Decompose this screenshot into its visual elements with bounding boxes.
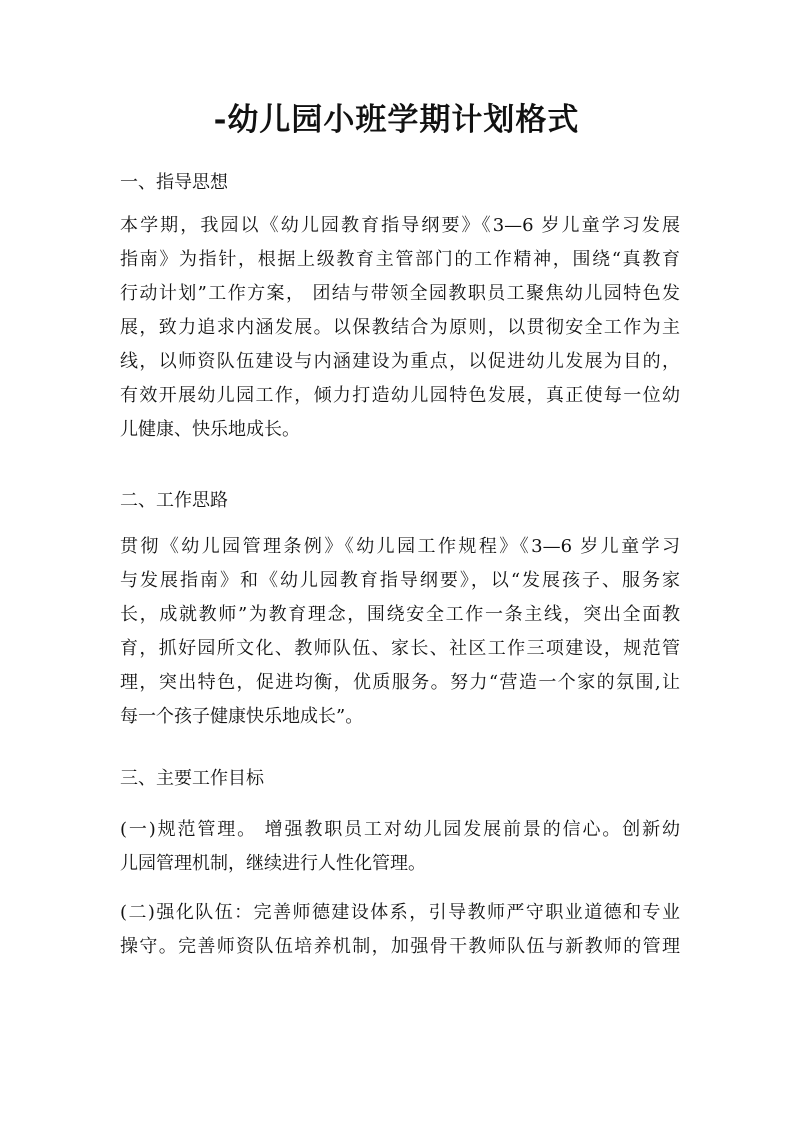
text-line: 贯彻《幼儿园管理条例》《幼儿园工作规程》《3—6 岁儿童学习 xyxy=(120,536,680,557)
text-line: 与发展指南》和《幼儿园教育指导纲要》，以“发展孩子、服务家 xyxy=(120,570,680,591)
text-line: 长，成就教师”为教育理念，围绕安全工作一条主线，突出全面教 xyxy=(120,604,680,625)
text-line: 本学期，我园以《幼儿园教育指导纲要》《3—6 岁儿童学习发展 xyxy=(120,215,680,236)
text-line: 线，以师资队伍建设与内涵建设为重点，以促进幼儿发展为目的， xyxy=(120,351,680,372)
text-line: (二)强化队伍：完善师德建设体系，引导教师严守职业道德和专业 xyxy=(120,902,680,923)
paragraph-standardized-management xyxy=(120,813,680,881)
text-line: 儿园管理机制，继续进行人性化管理。 xyxy=(120,853,426,874)
text-line: 指南》为指针，根据上级教育主管部门的工作精神，围绕“真教育 xyxy=(120,249,680,270)
document-title: -幼儿园小班学期计划格式 xyxy=(213,102,580,138)
paragraph-guiding-ideology xyxy=(120,209,680,447)
section-heading-guiding-ideology: 一、指导思想 xyxy=(120,172,228,193)
text-line: 操守。完善师资队伍培养机制，加强骨干教师队伍与新教师的管理 xyxy=(120,936,680,957)
section-heading-main-goals: 三、主要工作目标 xyxy=(120,768,264,789)
text-line: 儿健康、快乐地成长。 xyxy=(120,419,300,440)
text-line: 育，抓好园所文化、教师队伍、家长、社区工作三项建设，规范管 xyxy=(120,638,680,659)
paragraph-work-approach xyxy=(120,530,680,734)
text-line: 每一个孩子健康快乐地成长”。 xyxy=(120,706,364,727)
text-line: 理，突出特色，促进均衡，优质服务。努力“营造一个家的氛围,让 xyxy=(120,672,680,693)
text-line: 有效开展幼儿园工作，倾力打造幼儿园特色发展，真正使每一位幼 xyxy=(120,385,680,406)
paragraph-strengthen-team xyxy=(120,896,680,964)
text-line: (一)规范管理。 增强教职员工对幼儿园发展前景的信心。创新幼 xyxy=(120,819,680,840)
section-heading-work-approach: 二、工作思路 xyxy=(120,490,228,511)
text-line: 展，致力追求内涵发展。以保教结合为原则，以贯彻安全工作为主 xyxy=(120,317,680,338)
text-line: 行动计划”工作方案， 团结与带领全园教职员工聚焦幼儿园特色发 xyxy=(120,283,680,304)
